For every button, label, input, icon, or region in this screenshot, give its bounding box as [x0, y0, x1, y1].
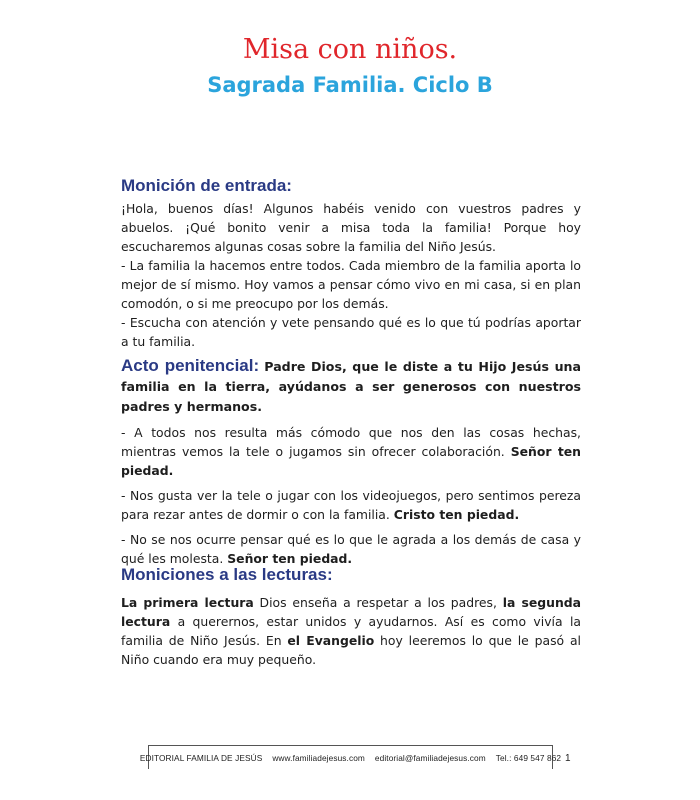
- lecturas-heading: Moniciones a las lecturas:: [121, 565, 333, 584]
- penitencial-item: [121, 530, 581, 568]
- footer-email[interactable]: editorial@familiadejesus.com: [374, 752, 486, 763]
- section-entrada: [121, 176, 581, 351]
- first-reading-text: Dios enseña a respetar a los padres,: [253, 595, 503, 610]
- footer-phone: Tel.: 649 547 862: [495, 752, 562, 763]
- section-lecturas: [121, 565, 581, 669]
- entrada-paragraph-3: - Escucha con atención y vete pensando qué es lo que tú podrías aportar a tu familia.: [121, 315, 581, 349]
- penitencial-item-text: - Nos gusta ver la tele o jugar con los videojuegos, pero sentimos pereza para rezar antes de dormir o con la familia.: [121, 488, 581, 522]
- first-reading-label: La primera lectura: [121, 595, 254, 610]
- page-number: 1: [565, 753, 571, 764]
- penitencial-item-text: - A todos nos resulta más cómodo que nos den las cosas hechas, mientras vemos la tele o jugamos sin ofrecer colaboración.: [121, 425, 581, 459]
- page-title: Misa con niños.: [242, 34, 458, 65]
- penitencial-item-text: - No se nos ocurre pensar qué es lo que le agrada a los demás de casa y qué les molesta.: [121, 532, 581, 566]
- lecturas-paragraph: [121, 593, 581, 669]
- second-reading-text: a querernos, estar unidos y ayudarnos. Así es como vivía la familia de Niño Jesús. En: [121, 614, 581, 648]
- gospel-label: el Evangelio: [287, 633, 375, 648]
- gospel-text: hoy leeremos lo que le pasó al Niño cuando era muy pequeño.: [121, 633, 581, 667]
- entrada-heading: Monición de entrada:: [121, 176, 292, 195]
- entrada-paragraph-2: - La familia la hacemos entre todos. Cada miembro de la familia aporta lo mejor de sí mismo. Hoy vamos a pensar cómo vivo en mi casa, si en plan comodón, o si me preocupo por los demás.: [121, 258, 581, 311]
- entrada-paragraph-1: ¡Hola, buenos días! Algunos habéis venido con vuestros padres y abuelos. ¡Qué bonito venir a misa toda la familia! Porque hoy escucharemos algunas cosas sobre la familia del Niño Jesús.: [121, 201, 581, 254]
- penitencial-prayer: Padre Dios, que le diste a tu Hijo Jesús una familia en la tierra, ayúdanos a ser generosos con nuestros padres y hermanos.: [121, 359, 581, 414]
- penitencial-response: Señor ten piedad.: [121, 444, 581, 478]
- second-reading-label: la segunda lectura: [121, 595, 581, 629]
- page-subtitle: Sagrada Familia. Ciclo B: [207, 73, 493, 97]
- penitencial-item: [121, 423, 581, 480]
- footer-publisher: EDITORIAL FAMILIA DE JESÚS: [139, 752, 263, 763]
- penitencial-response: Señor ten piedad.: [227, 551, 353, 566]
- section-penitencial: [121, 356, 581, 568]
- footer-bar: [139, 745, 562, 769]
- footer-website[interactable]: www.familiadejesus.com: [272, 752, 365, 763]
- penitencial-item: [121, 486, 581, 524]
- penitencial-intro: [121, 356, 581, 417]
- penitencial-heading: Acto penitencial:: [121, 356, 260, 375]
- penitencial-response: Cristo ten piedad.: [393, 507, 520, 522]
